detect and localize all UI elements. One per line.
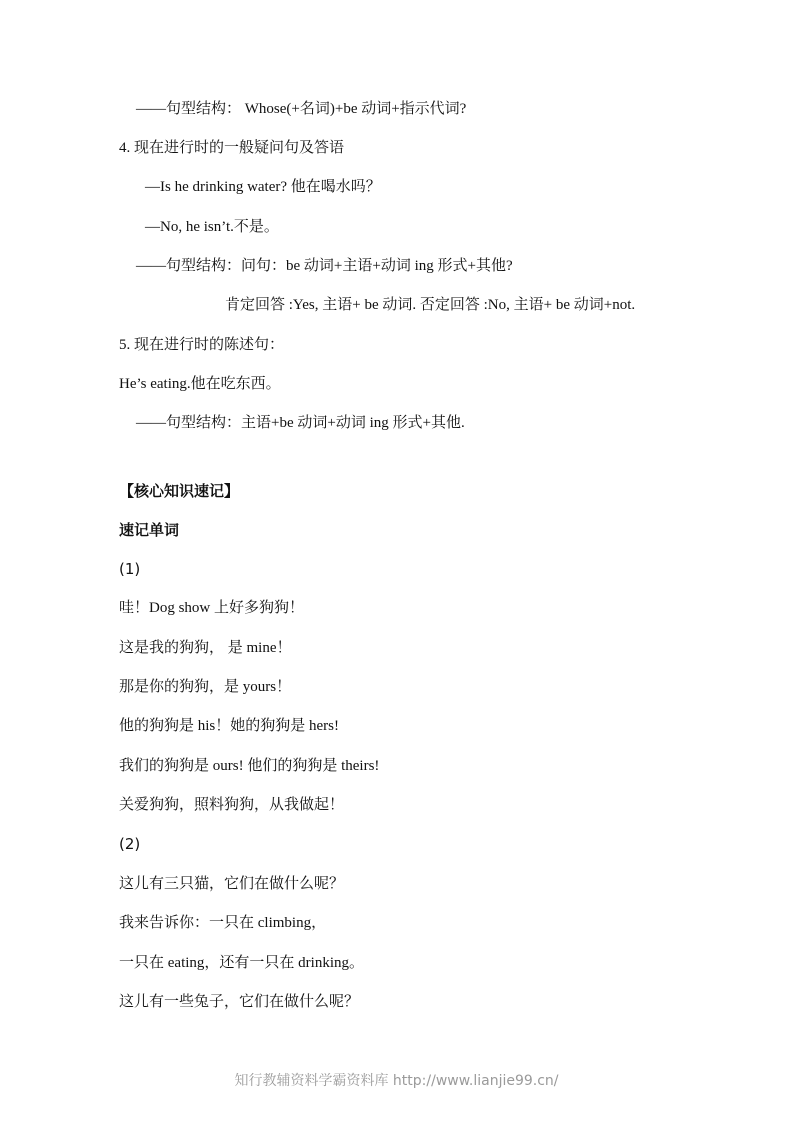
section-4-example-question: —Is he drinking water? 他在喝水吗？ xyxy=(145,179,381,195)
part-2-line: 我来告诉你：一只在 climbing， xyxy=(119,915,327,931)
section-4-heading: 4. 现在进行时的一般疑问句及答语 xyxy=(119,140,345,156)
whose-structure: ——句型结构： Whose(+名词)+be 动词+指示代词? xyxy=(136,101,467,117)
part-1-line: 我们的狗狗是 ours! 他们的狗狗是 theirs! xyxy=(119,758,380,774)
part-1-label: (1) xyxy=(119,560,141,578)
part-2-line: 一只在 eating，还有一只在 drinking。 xyxy=(119,955,364,971)
part-2-line: 这儿有一些兔子，它们在做什么呢？ xyxy=(119,994,360,1010)
section-4-example-answer: —No, he isn’t.不是。 xyxy=(145,219,279,235)
section-4-structure: ——句型结构：问句：be 动词+主语+动词 ing 形式+其他? xyxy=(136,258,513,274)
part-1-line: 哇！Dog show 上好多狗狗！ xyxy=(119,600,305,616)
part-1-line: 关爱狗狗，照料狗狗，从我做起！ xyxy=(119,797,345,813)
part-1-line: 他的狗狗是 his！她的狗狗是 hers! xyxy=(119,718,339,734)
section-4-answers: 肯定回答 :Yes, 主语+ be 动词. 否定回答 :No, 主语+ be 动词+not. xyxy=(225,297,636,313)
part-1-line: 这是我的狗狗， 是 mine！ xyxy=(119,640,292,656)
section-5-example: He’s eating.他在吃东西。 xyxy=(119,376,281,392)
section-5-heading: 5. 现在进行时的陈述句： xyxy=(119,337,285,353)
core-knowledge-title: 【核心知识速记】 xyxy=(119,482,240,500)
part-2-line: 这儿有三只猫，它们在做什么呢？ xyxy=(119,876,345,892)
vocab-subtitle: 速记单词 xyxy=(119,521,180,539)
footer-watermark: 知行教辅资料学霸资料库 http://www.lianjie99.cn/ xyxy=(234,1073,559,1089)
part-1-line: 那是你的狗狗，是 yours！ xyxy=(119,679,292,695)
section-5-structure: ——句型结构：主语+be 动词+动词 ing 形式+其他. xyxy=(136,415,465,431)
part-2-label: (2) xyxy=(119,835,141,853)
